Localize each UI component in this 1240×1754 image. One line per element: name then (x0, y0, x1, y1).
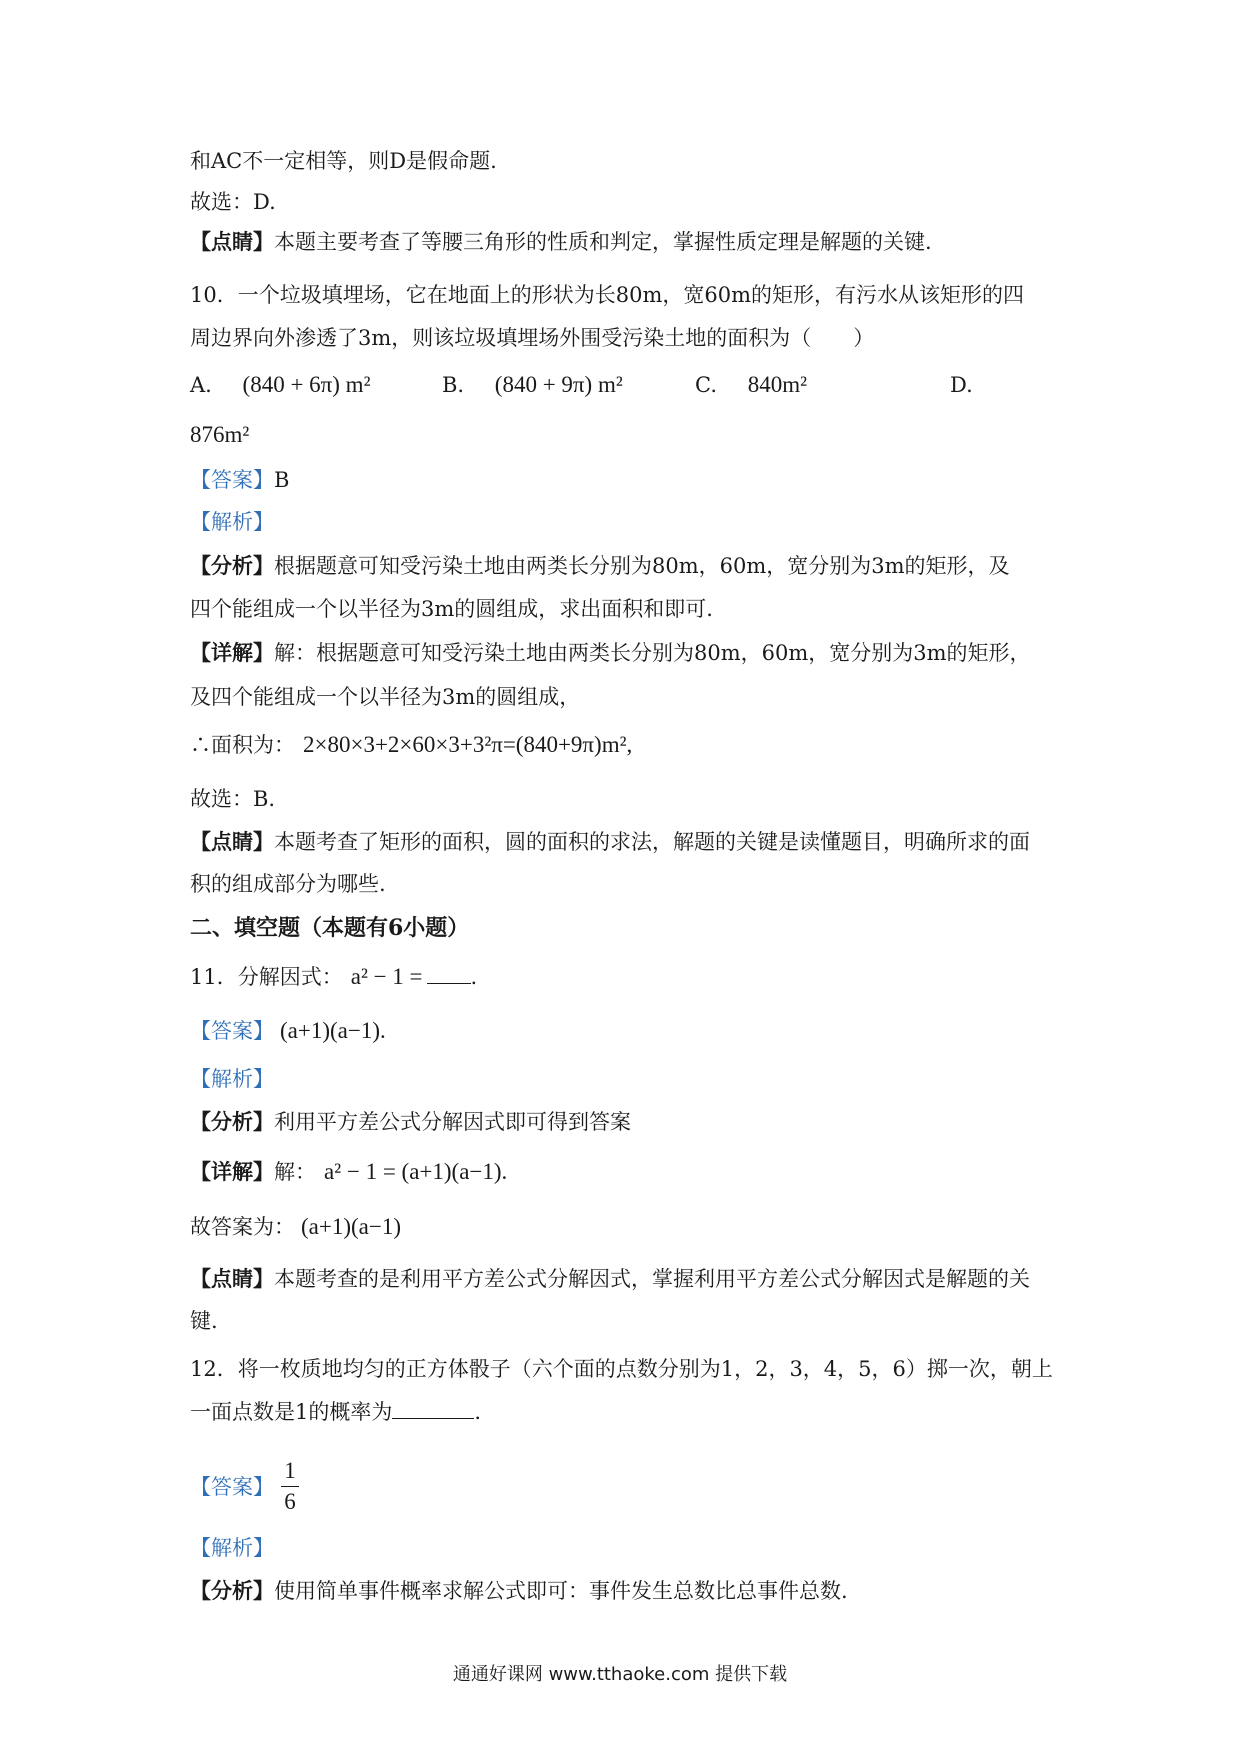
answer-tag: 【答案】 (190, 1019, 274, 1043)
option-d-value: 876m² (190, 422, 250, 447)
answer-line (190, 1472, 1060, 1502)
comment-text: 本题考查了矩形的面积，圆的面积的求法，解题的关键是读懂题目，明确所求的面 (274, 830, 1030, 854)
analysis-text: 根据题意可知受污染土地由两类长分别为80m，60m，宽分别为3m的矩形，及 (274, 554, 1010, 578)
answer-line (190, 1016, 1060, 1046)
text-line: 故选：B. (190, 787, 276, 811)
detail-text: 解： (274, 1160, 316, 1184)
option-label: C. (695, 373, 717, 397)
question-text: 11．分解因式： (190, 965, 343, 989)
answer-fraction (278, 1458, 302, 1515)
fraction-bar (281, 1486, 299, 1487)
option-b (442, 370, 623, 400)
option-a (190, 370, 370, 400)
answer-blank (427, 963, 471, 984)
analysis-tag: 【解析】 (190, 1536, 274, 1560)
formula-prefix: ∴面积为： (190, 733, 295, 757)
detail-line (190, 1157, 1060, 1187)
question-11-line (190, 962, 1060, 992)
comment-line (190, 827, 1060, 857)
question-suffix: . (470, 965, 478, 989)
option-value: (840 + 9π) m² (494, 372, 623, 397)
analysis-line (190, 1576, 1060, 1606)
comment-tag: 【点睛】 (190, 829, 274, 854)
answer-blank (392, 1398, 474, 1419)
detail-text: 解：根据题意可知受污染土地由两类长分别为80m，60m，宽分别为3m的矩形， (274, 641, 1031, 665)
analysis-line (190, 1107, 1060, 1137)
text-line: 故选：D. (190, 190, 276, 214)
section-heading: 二、填空题（本题有6小题） (190, 915, 470, 941)
analysis-heading (190, 507, 1060, 537)
analysis-line (190, 551, 1060, 581)
detail-line (190, 638, 1060, 668)
comment-line (190, 1264, 1060, 1294)
formula: (a+1)(a−1) (301, 1214, 401, 1239)
text-line: 和AC不一定相等，则D是假命题. (190, 149, 497, 173)
fraction-numerator: 1 (284, 1458, 296, 1483)
option-value: (840 + 6π) m² (242, 372, 371, 397)
option-label: A. (190, 373, 212, 397)
answer-line (190, 465, 1060, 495)
formula-line (190, 730, 1060, 760)
analysis-tag: 【解析】 (190, 1067, 274, 1091)
detail-tag: 【详解】 (190, 1159, 274, 1184)
detail-tag: 【详解】 (190, 640, 274, 665)
text-line: 及四个能组成一个以半径为3m的圆组成， (190, 685, 581, 709)
formula: a² − 1 = (350, 964, 423, 989)
text-line: 键. (190, 1309, 218, 1333)
option-c (695, 370, 807, 400)
answer-tag: 【答案】 (190, 1475, 274, 1499)
answer-tag: 【答案】 (190, 468, 274, 492)
analysis-tag: 【分析】 (190, 1578, 274, 1603)
option-value: 840m² (747, 372, 807, 397)
text-line: 积的组成部分为哪些. (190, 872, 386, 896)
question-12-line: 12．将一枚质地均匀的正方体骰子（六个面的点数分别为1，2，3，4，5，6）掷一次，朝上 (190, 1357, 1053, 1381)
analysis-heading (190, 1064, 1060, 1094)
question-12-line (190, 1397, 1060, 1427)
answer-formula: (a+1)(a−1). (280, 1018, 386, 1043)
answer-summary-prefix: 故答案为： (190, 1215, 295, 1239)
text-line: 四个能组成一个以半径为3m的圆组成，求出面积和即可. (190, 597, 713, 621)
question-10-line: 周边界向外渗透了3m，则该垃圾填埋场外围受污染土地的面积为（ ） (190, 326, 875, 350)
answer-summary-line (190, 1212, 1060, 1242)
comment-tag: 【点睛】 (190, 1266, 274, 1291)
option-d (950, 370, 973, 400)
analysis-tag: 【分析】 (190, 553, 274, 578)
page-footer: 通通好课网 www.tthaoke.com 提供下载 (452, 1664, 788, 1685)
comment-text: 本题考查的是利用平方差公式分解因式，掌握利用平方差公式分解因式是解题的关 (274, 1267, 1030, 1291)
analysis-text: 利用平方差公式分解因式即可得到答案 (274, 1110, 631, 1134)
comment-text: 本题主要考查了等腰三角形的性质和判定，掌握性质定理是解题的关键. (274, 230, 932, 254)
question-suffix: . (474, 1400, 482, 1424)
question-10-line: 10．一个垃圾填埋场，它在地面上的形状为长80m，宽60m的矩形，有污水从该矩形的四 (190, 283, 1024, 307)
formula: a² − 1 = (a+1)(a−1). (324, 1159, 508, 1184)
analysis-tag: 【分析】 (190, 1109, 274, 1134)
question-text: 一面点数是1的概率为 (190, 1400, 393, 1424)
analysis-tag: 【解析】 (190, 510, 274, 534)
answer-value: B (274, 468, 290, 492)
comment-tag: 【点睛】 (190, 229, 274, 254)
formula: 2×80×3+2×60×3+3²π=(840+9π)m², (303, 732, 633, 757)
option-label: D. (950, 373, 973, 397)
comment-line (190, 227, 1060, 257)
analysis-heading (190, 1533, 1060, 1563)
fraction-denominator: 6 (284, 1489, 296, 1514)
analysis-text: 使用简单事件概率求解公式即可：事件发生总数比总事件总数. (274, 1579, 848, 1603)
option-label: B. (442, 373, 465, 397)
